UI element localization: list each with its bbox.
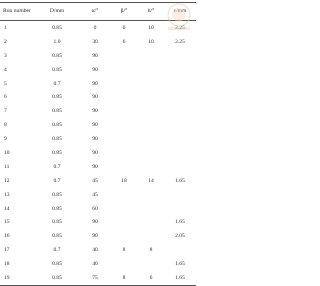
cell-d-mm: 0.7 [53, 163, 61, 170]
cell-run-number: 10 [4, 149, 10, 156]
cell-h: 10 [148, 38, 154, 45]
header-alpha: α/° [91, 8, 99, 15]
cell-beta: 8 [122, 274, 126, 281]
cell-h [138, 118, 164, 132]
header-d-mm: D/mm [49, 8, 65, 15]
cell-h [138, 215, 164, 229]
cell-beta [110, 77, 138, 91]
cell-run-number: 7 [4, 108, 7, 115]
cell-run-number: 17 [4, 247, 10, 254]
table-header [0, 3, 196, 21]
cell-c-mm [164, 202, 196, 216]
table-row [0, 229, 196, 243]
cell-h [138, 160, 164, 174]
cell-run-number: 19 [4, 274, 10, 281]
table-row [0, 21, 196, 35]
cell-c-mm: 1.65 [175, 219, 185, 226]
cell-c-mm [164, 243, 196, 257]
cell-beta [110, 215, 138, 229]
cell-d-mm: 0.85 [52, 219, 62, 226]
cell-alpha: 90 [92, 66, 98, 73]
cell-c-mm [164, 146, 196, 160]
table-row [0, 243, 196, 257]
cell-h [138, 90, 164, 104]
cell-beta [110, 132, 138, 146]
cell-alpha: 90 [92, 122, 98, 129]
cell-beta: 8 [122, 247, 126, 254]
cell-run-number: 2 [4, 38, 7, 45]
table-row [0, 77, 196, 91]
table-row [0, 49, 196, 63]
cell-c-mm: 2.05 [175, 233, 185, 240]
cell-alpha: 45 [92, 177, 98, 184]
cell-run-number: 12 [4, 177, 10, 184]
cell-h: 10 [148, 24, 154, 31]
table-row [0, 174, 196, 188]
cell-alpha: 90 [92, 136, 98, 143]
cell-d-mm: 0.7 [53, 177, 61, 184]
cell-alpha: 90 [92, 108, 98, 115]
cell-c-mm: 2.25 [175, 24, 185, 31]
cell-c-mm [164, 188, 196, 202]
cell-beta [110, 63, 138, 77]
table-row [0, 202, 196, 216]
cell-run-number: 14 [4, 205, 10, 212]
cell-h [138, 146, 164, 160]
cell-run-number: 16 [4, 233, 10, 240]
cell-h [138, 77, 164, 91]
cell-beta [110, 257, 138, 271]
cell-d-mm: 0.85 [52, 205, 62, 212]
cell-d-mm: 0.7 [53, 247, 61, 254]
cell-d-mm: 0.85 [52, 191, 62, 198]
cell-alpha: 30 [92, 38, 98, 45]
table-row [0, 257, 196, 271]
table-row [0, 271, 196, 285]
header-run-number: Run number [3, 8, 31, 15]
cell-d-mm: 0.85 [52, 24, 62, 31]
cell-d-mm: 0.85 [52, 149, 62, 156]
cell-alpha: 40 [92, 261, 98, 268]
cell-c-mm: 1.65 [175, 177, 185, 184]
cell-d-mm: 0.85 [52, 52, 62, 59]
cell-d-mm: 0.85 [52, 66, 62, 73]
cell-beta: 6 [122, 24, 126, 31]
cell-h [138, 257, 164, 271]
cell-d-mm: 0.85 [52, 274, 62, 281]
cell-d-mm: 1.0 [53, 38, 61, 45]
cell-run-number: 6 [4, 94, 7, 101]
cell-beta [110, 202, 138, 216]
cell-c-mm [164, 63, 196, 77]
cell-alpha: 90 [92, 233, 98, 240]
cell-run-number: 4 [4, 66, 7, 73]
cell-beta [110, 229, 138, 243]
header-c-mm: c/mm [173, 8, 187, 15]
cell-c-mm [164, 77, 196, 91]
cell-alpha: 90 [92, 149, 98, 156]
table-body [0, 21, 196, 286]
cell-c-mm [164, 132, 196, 146]
table-row [0, 132, 196, 146]
cell-h [138, 188, 164, 202]
cell-alpha: 45 [92, 191, 98, 198]
cell-run-number: 1 [4, 24, 7, 31]
cell-run-number: 11 [4, 163, 10, 170]
cell-beta [110, 146, 138, 160]
cell-alpha: 75 [92, 274, 98, 281]
cell-c-mm [164, 90, 196, 104]
cell-d-mm: 0.85 [52, 94, 62, 101]
cell-d-mm: 0.7 [53, 80, 61, 87]
cell-run-number: 13 [4, 191, 10, 198]
cell-h [138, 132, 164, 146]
cell-beta [110, 160, 138, 174]
cell-d-mm: 0.85 [52, 233, 62, 240]
cell-alpha: 90 [92, 80, 98, 87]
cell-d-mm: 0.85 [52, 122, 62, 129]
cell-beta [110, 104, 138, 118]
cell-c-mm [164, 49, 196, 63]
cell-d-mm: 0.85 [52, 261, 62, 268]
cell-d-mm: 0.85 [52, 108, 62, 115]
cell-run-number: 18 [4, 261, 10, 268]
data-table-container [0, 2, 196, 286]
cell-run-number: 5 [4, 80, 7, 87]
table-row [0, 118, 196, 132]
cell-h: 6 [149, 274, 153, 281]
table-row [0, 90, 196, 104]
header-beta: β/° [120, 8, 128, 15]
cell-alpha: 90 [92, 219, 98, 226]
table-row [0, 63, 196, 77]
table-row [0, 160, 196, 174]
cell-h: 8 [149, 247, 153, 254]
table-row [0, 215, 196, 229]
cell-alpha: 0 [93, 24, 97, 31]
table-row [0, 146, 196, 160]
parameter-table [0, 2, 196, 286]
cell-run-number: 9 [4, 136, 7, 143]
cell-alpha: 90 [92, 163, 98, 170]
cell-alpha: 90 [92, 94, 98, 101]
cell-beta: 18 [121, 177, 127, 184]
cell-beta [110, 188, 138, 202]
cell-alpha: 60 [92, 205, 98, 212]
cell-h: 14 [148, 177, 154, 184]
header-row [0, 3, 196, 21]
table-row [0, 188, 196, 202]
cell-h [138, 63, 164, 77]
cell-h [138, 49, 164, 63]
cell-c-mm: 2.25 [175, 38, 185, 45]
cell-c-mm: 1.65 [175, 261, 185, 268]
cell-alpha: 40 [92, 247, 98, 254]
table-row [0, 35, 196, 49]
table-row [0, 104, 196, 118]
cell-alpha: 90 [92, 52, 98, 59]
cell-h [138, 229, 164, 243]
cell-d-mm: 0.85 [52, 136, 62, 143]
cell-h [138, 104, 164, 118]
cell-h [138, 202, 164, 216]
cell-run-number: 8 [4, 122, 7, 129]
cell-c-mm [164, 160, 196, 174]
cell-beta: 6 [122, 38, 126, 45]
cell-run-number: 15 [4, 219, 10, 226]
header-h: h/° [147, 8, 155, 15]
cell-c-mm [164, 104, 196, 118]
cell-beta [110, 90, 138, 104]
cell-beta [110, 49, 138, 63]
cell-c-mm [164, 118, 196, 132]
cell-c-mm: 1.65 [175, 274, 185, 281]
cell-beta [110, 118, 138, 132]
cell-run-number: 3 [4, 52, 7, 59]
